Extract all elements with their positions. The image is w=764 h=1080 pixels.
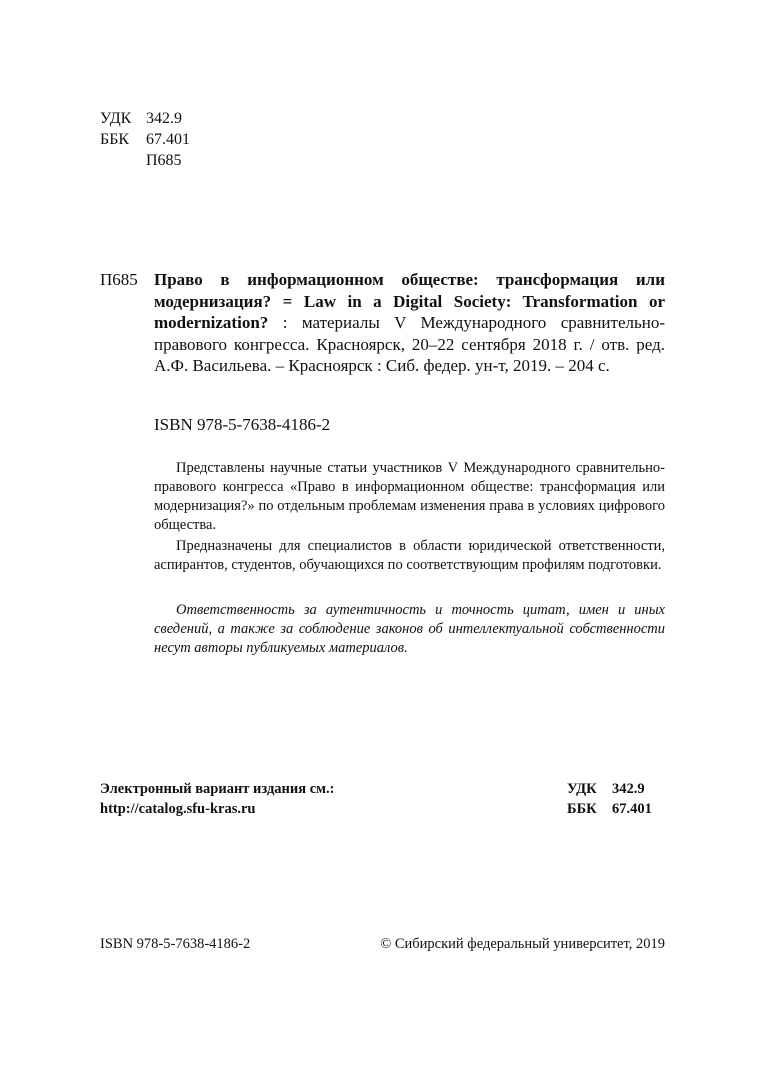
entry-details: : материалы V Международного сравнительно-правового конгресса. Красноярск, 20–22 сентября 2018 г. / отв. ред. А.Ф. Васильева. – Красноярск : Сиб. федер. ун-т, 2019. – 204 с. bbox=[154, 313, 665, 375]
bbk-row-repeat bbox=[567, 799, 652, 819]
isbn: ISBN 978-5-7638-4186-2 bbox=[154, 415, 331, 434]
udk-row bbox=[100, 108, 190, 129]
bbk-label-repeat: ББК bbox=[567, 801, 597, 817]
udk-value-repeat: 342.9 bbox=[612, 781, 645, 797]
electronic-version bbox=[100, 779, 335, 819]
bbk-value: 67.401 bbox=[146, 131, 190, 148]
classification-repeat bbox=[567, 779, 652, 819]
annotation-paragraph: Предназначены для специалистов в области юридической ответственности, аспирантов, студентов, обучающихся по соответствующим профилям подготовки. bbox=[154, 538, 665, 573]
electronic-label: Электронный вариант издания см.: bbox=[100, 781, 335, 797]
annotation bbox=[154, 459, 665, 575]
footer-copyright: © Сибирский федеральный университет, 2019 bbox=[380, 936, 665, 952]
bibliographic-entry bbox=[100, 269, 665, 377]
entry-code: П685 bbox=[100, 270, 138, 289]
footer-isbn: ISBN 978-5-7638-4186-2 bbox=[100, 936, 251, 952]
bbk-label: ББК bbox=[100, 131, 130, 148]
annotation-paragraph: Представлены научные статьи участников V Международного сравнительно-правового конгресса «Право в информационном обществе: трансформация или модернизация?» по отдельным проблемам изменения права в условиях цифрового общества. bbox=[154, 460, 665, 533]
classification-block bbox=[100, 108, 190, 171]
entry-title: Право в информационном обществе: трансформация или модернизация? = Law in a Digital Society: Transformation or modernization? bbox=[154, 270, 665, 332]
author-mark-row bbox=[100, 150, 190, 171]
entry-description bbox=[154, 269, 665, 377]
bbk-row bbox=[100, 129, 190, 150]
udk-label-repeat: УДК bbox=[567, 781, 597, 797]
author-mark: П685 bbox=[146, 152, 182, 169]
electronic-url[interactable]: http://catalog.sfu-kras.ru bbox=[100, 801, 256, 817]
udk-label: УДК bbox=[100, 110, 132, 127]
udk-value: 342.9 bbox=[146, 110, 182, 127]
udk-row-repeat bbox=[567, 779, 652, 799]
disclaimer: Ответственность за аутентичность и точность цитат, имен и иных сведений, а также за соблюдение законов об интеллектуальной собственности несут авторы публикуемых материалов. bbox=[154, 602, 665, 656]
bbk-value-repeat: 67.401 bbox=[612, 801, 652, 817]
